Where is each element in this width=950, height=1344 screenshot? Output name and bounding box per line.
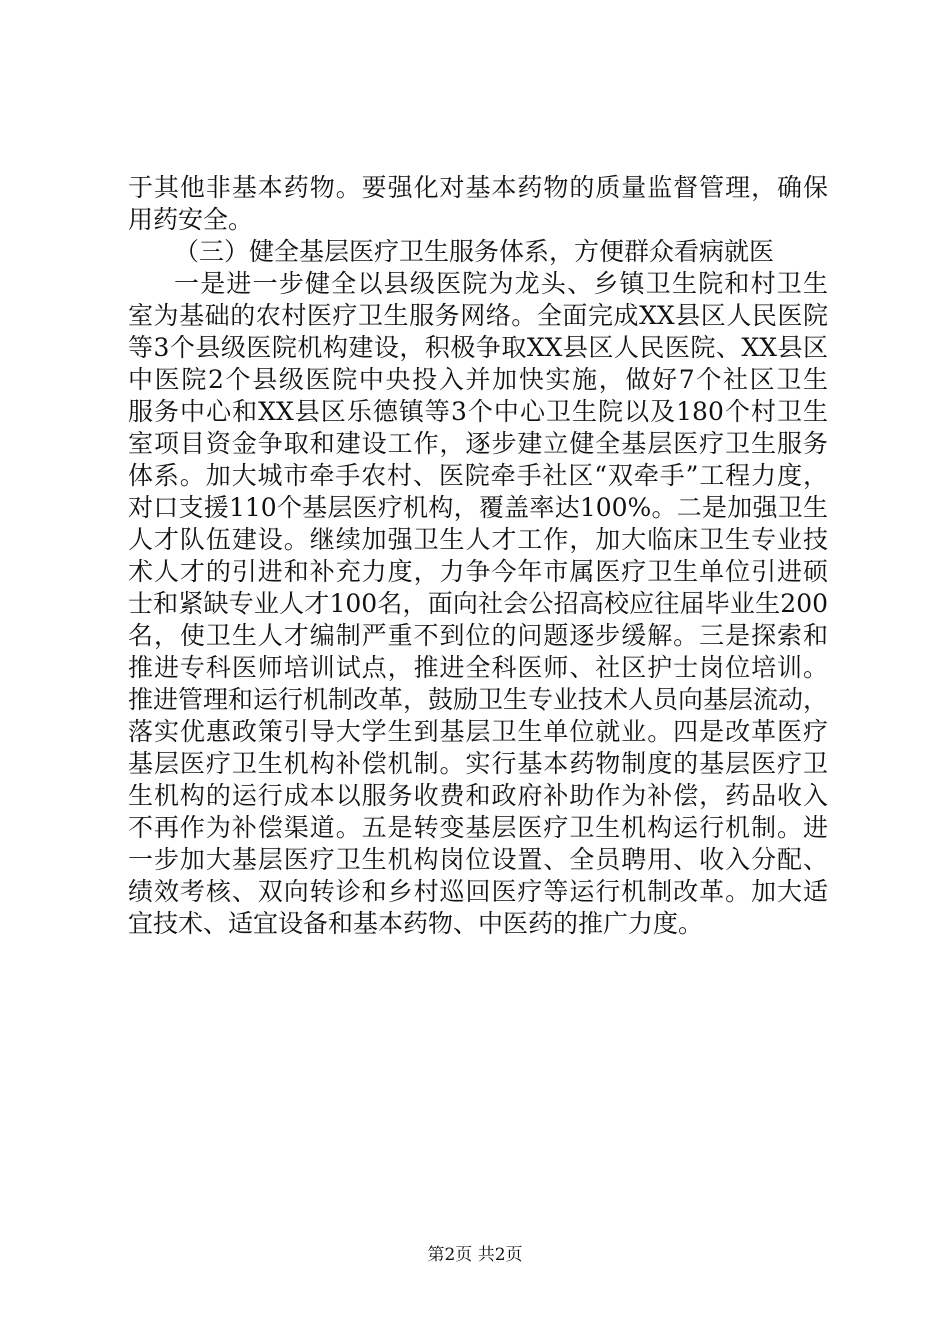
text-line: 等3个县级医院机构建设，积极争取XX县区人民医院、XX县区 [128, 333, 828, 362]
body-text [128, 172, 828, 940]
text-line: 士和紧缺专业人才100名，面向社会公招高校应往届毕业生200 [128, 589, 828, 618]
text-line: 推进管理和运行机制改革，鼓励卫生专业技术人员向基层流动， [128, 685, 828, 714]
page-footer: 第2页 共2页 [427, 1245, 523, 1265]
section-heading: （三）健全基层医疗卫生服务体系，方便群众看病就医 [174, 237, 775, 266]
text-line: 术人才的引进和补充力度，力争今年市属医疗卫生单位引进硕 [128, 557, 828, 586]
text-line: 服务中心和XX县区乐德镇等3个中心卫生院以及180个村卫生 [128, 397, 828, 426]
text-line: 中医院2个县级医院中央投入并加快实施，做好7个社区卫生 [128, 365, 828, 394]
text-line: 基层医疗卫生机构补偿机制。实行基本药物制度的基层医疗卫 [128, 749, 828, 778]
text-line: 人才队伍建设。继续加强卫生人才工作，加大临床卫生专业技 [128, 525, 828, 554]
text-line: 体系。加大城市牵手农村、医院牵手社区“双牵手”工程力度， [128, 461, 828, 490]
text-line: 对口支援110个基层医疗机构，覆盖率达100%。二是加强卫生 [128, 493, 828, 522]
text-line: 室项目资金争取和建设工作，逐步建立健全基层医疗卫生服务 [128, 429, 828, 458]
text-line: 于其他非基本药物。要强化对基本药物的质量监督管理，确保 [128, 173, 828, 202]
text-line: 一是进一步健全以县级医院为龙头、乡镇卫生院和村卫生 [174, 269, 828, 298]
text-line: 宜技术、适宜设备和基本药物、中医药的推广力度。 [128, 909, 704, 938]
text-line: 名，使卫生人才编制严重不到位的问题逐步缓解。三是探索和 [128, 621, 828, 650]
text-line: 用药安全。 [128, 205, 254, 234]
text-line: 不再作为补偿渠道。五是转变基层医疗卫生机构运行机制。进 [128, 813, 828, 842]
text-line: 室为基础的农村医疗卫生服务网络。全面完成XX县区人民医院 [128, 301, 828, 330]
text-line: 一步加大基层医疗卫生机构岗位设置、全员聘用、收入分配、 [128, 845, 828, 874]
text-line: 绩效考核、双向转诊和乡村巡回医疗等运行机制改革。加大适 [128, 877, 828, 906]
text-line: 落实优惠政策引导大学生到基层卫生单位就业。四是改革医疗 [128, 717, 828, 746]
text-line: 推进专科医师培训试点，推进全科医师、社区护士岗位培训。 [128, 653, 828, 682]
text-line: 生机构的运行成本以服务收费和政府补助作为补偿，药品收入 [128, 781, 828, 810]
